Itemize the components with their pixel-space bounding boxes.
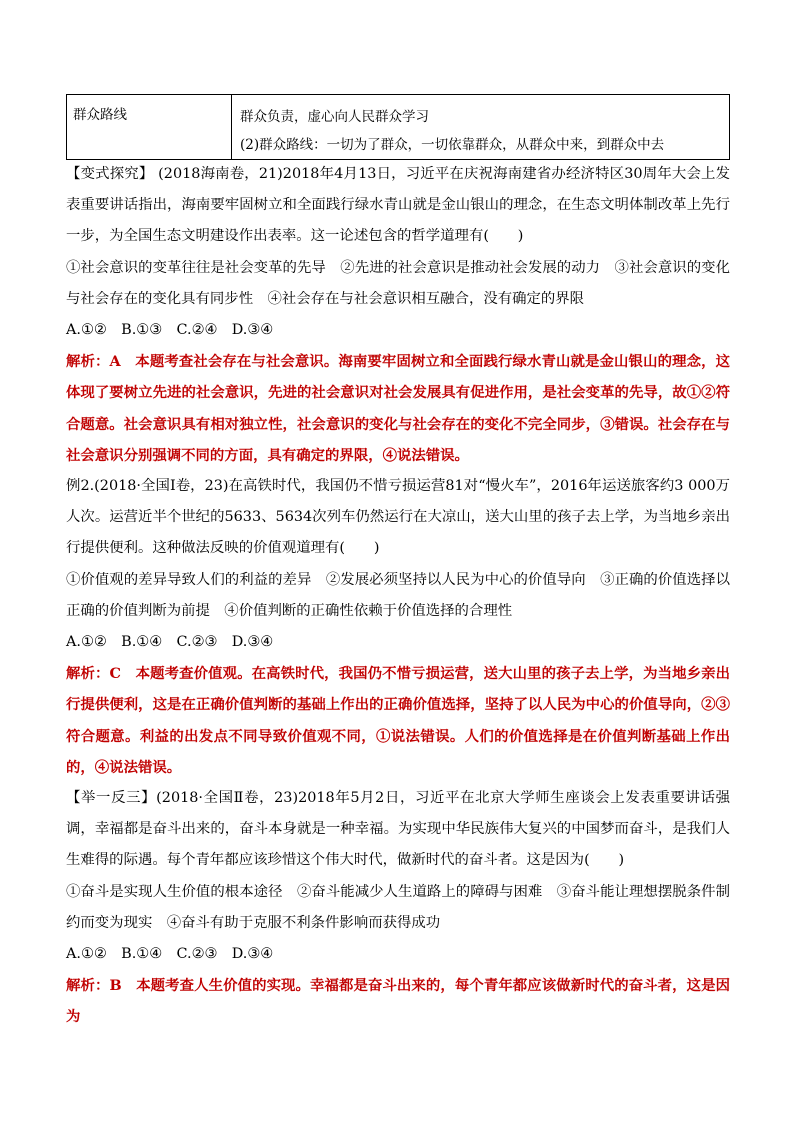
question-options: A.①② B.①③ C.②④ D.③④: [66, 322, 274, 339]
question-statements: ①价值观的差异导致人们的利益的差异 ②发展必须坚持以人民为中心的价值导向 ③正确的价值选择以正确的价值判断为前提 ④价值判断的正确性依赖于价值选择的合理性: [66, 571, 730, 619]
table-line: (2)群众路线：一切为了群众，一切依靠群众，从群众中来，到群众中去: [240, 137, 665, 153]
table-line: 群众负责，虚心向人民群众学习: [240, 109, 429, 125]
table-row: [67, 95, 730, 160]
answer-analysis: 解析：C 本题考查价值观。在高铁时代，我国仍不惜亏损运营，送大山里的孩子去上学，为当地乡亲出行提供便利，这是在正确价值判断的基础上作出的正确价值选择，坚持了以人民为中心的价值导向，②③符合题意。利益的出发点不同导致价值观不同，①说法错误。人们的价值选择是在价值判断基础上作出的，④说法错误。: [66, 665, 730, 776]
document-body: [66, 159, 730, 1033]
question-options: A.①② B.①④ C.②③ D.③④: [66, 946, 274, 963]
summary-table: [66, 94, 730, 160]
question-statements: ①社会意识的变革往往是社会变革的先导 ②先进的社会意识是推动社会发展的动力 ③社会意识的变化与社会存在的变化具有同步性 ④社会存在与社会意识相互融合，没有确定的界限: [66, 259, 730, 307]
question-text: 【变式探究】 (2018海南卷，21)2018年4月13日，习近平在庆祝海南建省办经济特区30周年大会上发表重要讲话指出，海南要牢固树立和全面践行绿水青山就是金山银山的理念，在生态文明体制改革上先行一步，为全国生态文明建设作出表率。这一论述包含的哲学道理有( ): [66, 166, 730, 245]
table-cell-topic: 群众路线: [67, 95, 232, 160]
answer-analysis: 解析：A 本题考查社会存在与社会意识。海南要牢固树立和全面践行绿水青山就是金山银山的理念，这体现了要树立先进的社会意识，先进的社会意识对社会发展具有促进作用，是社会变革的先导，故①②符合题意。社会意识具有相对独立性，社会意识的变化与社会存在的变化不完全同步，③错误。社会存在与社会意识分别强调不同的方面，具有确定的界限，④说法错误。: [66, 353, 730, 464]
question-statements: ①奋斗是实现人生价值的根本途径 ②奋斗能减少人生道路上的障碍与困难 ③奋斗能让理想摆脱条件制约而变为现实 ④奋斗有助于克服不利条件影响而获得成功: [66, 883, 730, 931]
question-options: A.①② B.①④ C.②③ D.③④: [66, 634, 274, 651]
question-text: 【举一反三】(2018·全国Ⅱ卷，23)2018年5月2日，习近平在北京大学师生座谈会上发表重要讲话强调，幸福都是奋斗出来的，奋斗本身就是一种幸福。为实现中华民族伟大复兴的中国梦而奋斗，是我们人生难得的际遇。每个青年都应该珍惜这个伟大时代，做新时代的奋斗者。这是因为( ): [66, 790, 730, 869]
question-text: 例2.(2018·全国Ⅰ卷，23)在高铁时代，我国仍不惜亏损运营81对“慢火车”，2016年运送旅客约3 000万人次。运营近半个世纪的5633、5634次列车仍然运行在大凉山，送大山里的孩子去上学，为当地乡亲出行提供便利。这种做法反映的价值观道理有( ): [66, 478, 730, 557]
answer-analysis: 解析：B 本题考查人生价值的实现。幸福都是奋斗出来的，每个青年都应该做新时代的奋斗者，这是因为: [66, 977, 730, 1026]
table-cell-content: [232, 95, 730, 160]
